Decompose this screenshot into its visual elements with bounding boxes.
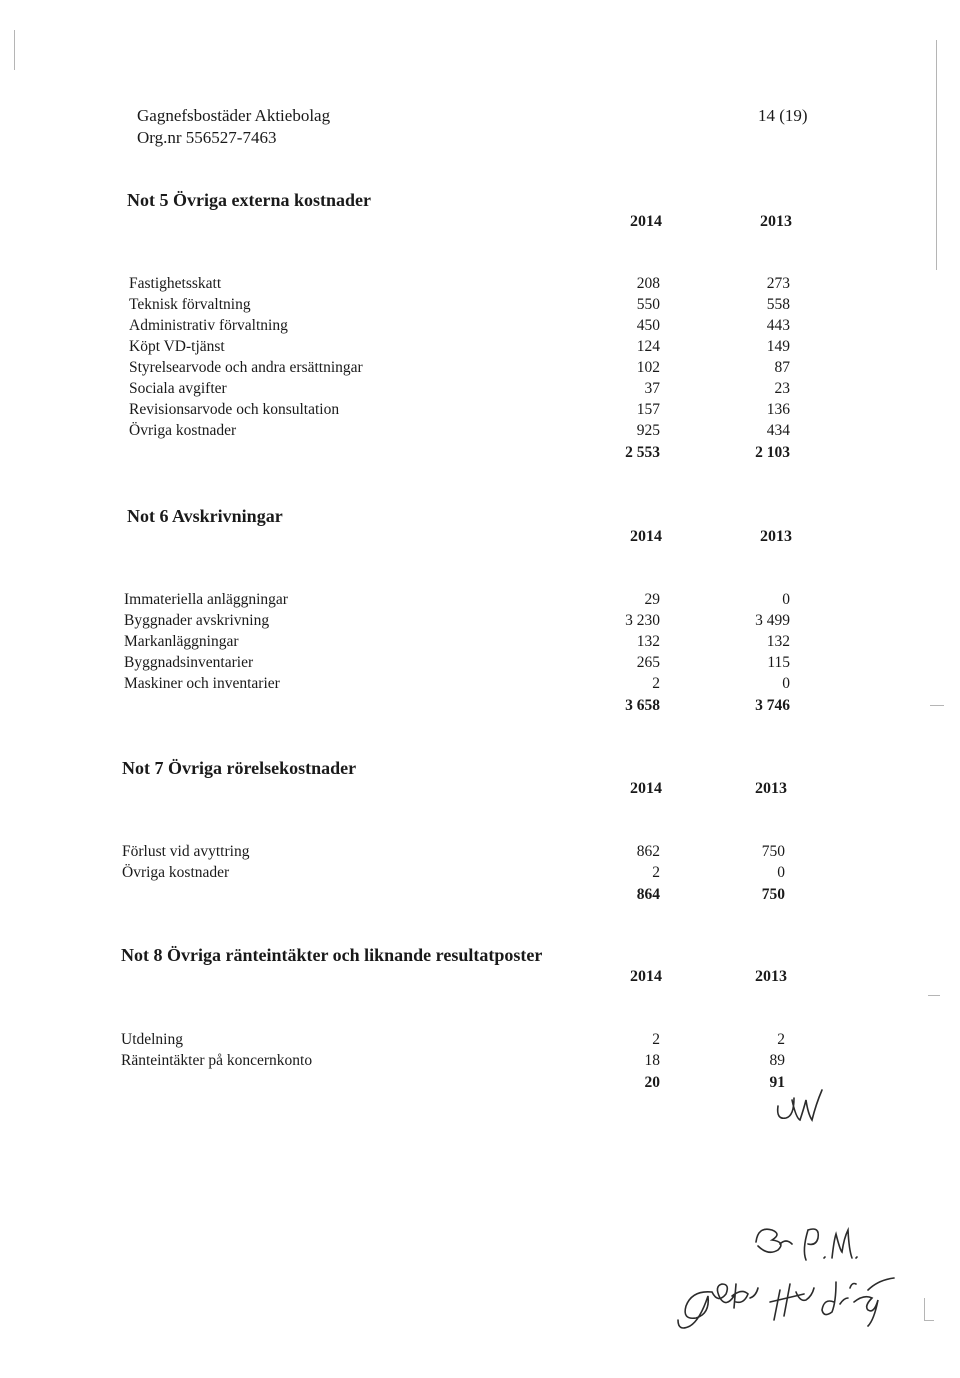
- table-row: [0, 317, 960, 338]
- total-2013: 750: [761, 886, 785, 903]
- row-label: Markanläggningar: [124, 633, 239, 650]
- value-2013: 149: [766, 338, 790, 355]
- value-2013: 136: [766, 401, 790, 418]
- year-2013-header: 2013: [755, 780, 787, 797]
- value-2014: 124: [636, 338, 660, 355]
- note-title: Not 7 Övriga rörelsekostnader: [122, 758, 357, 778]
- total-2013: 3 746: [755, 697, 790, 714]
- table-row: [0, 1052, 960, 1073]
- value-2013: 273: [766, 275, 790, 292]
- table-row: [0, 380, 960, 401]
- table-row: [0, 275, 960, 296]
- total-2013: 91: [769, 1074, 785, 1091]
- scan-edge-right: [936, 40, 937, 270]
- table-row: [0, 296, 960, 317]
- year-2014-header: 2014: [630, 528, 662, 545]
- table-row: [0, 359, 960, 380]
- table-row: [0, 675, 960, 696]
- note-title: Not 6 Avskrivningar: [127, 506, 283, 526]
- row-label: Byggnadsinventarier: [124, 654, 254, 671]
- scan-edge-bracket: [924, 1298, 925, 1320]
- table-row: [0, 1031, 960, 1052]
- value-2013: 115: [767, 654, 790, 671]
- total-row: [0, 444, 960, 465]
- value-2013: 0: [777, 864, 785, 881]
- value-2013: 0: [782, 675, 790, 692]
- handwritten-signature-initials: [752, 1218, 862, 1268]
- scan-edge-left: [14, 30, 15, 70]
- table-row: [0, 864, 960, 885]
- value-2013: 87: [774, 359, 790, 376]
- year-2014-header: 2014: [630, 780, 662, 797]
- value-2013: 443: [766, 317, 790, 334]
- value-2014: 2: [652, 864, 660, 881]
- table-row: [0, 591, 960, 612]
- table-row: [0, 612, 960, 633]
- year-2013-header: 2013: [760, 528, 792, 545]
- value-2014: 550: [636, 296, 660, 313]
- note-title: Not 5 Övriga externa kostnader: [127, 190, 371, 210]
- value-2013: 89: [769, 1052, 785, 1069]
- value-2014: 925: [636, 422, 660, 439]
- value-2014: 37: [644, 380, 660, 397]
- total-row: [0, 886, 960, 907]
- table-row: [0, 843, 960, 864]
- row-label: Köpt VD-tjänst: [129, 338, 225, 355]
- scan-edge-right-mark: [928, 995, 940, 996]
- total-2014: 2 553: [625, 444, 660, 461]
- value-2013: 558: [766, 296, 790, 313]
- table-row: [0, 422, 960, 443]
- row-label: Fastighetsskatt: [129, 275, 222, 292]
- year-2014-header: 2014: [630, 213, 662, 230]
- row-label: Byggnader avskrivning: [124, 612, 270, 629]
- value-2014: 102: [636, 359, 660, 376]
- row-label: Styrelsearvode och andra ersättningar: [129, 359, 363, 376]
- value-2014: 2: [652, 675, 660, 692]
- value-2014: 208: [636, 275, 660, 292]
- scan-edge-bracket-foot: [924, 1320, 934, 1321]
- handwritten-signatures-row: [672, 1262, 912, 1342]
- row-label: Administrativ förvaltning: [129, 317, 288, 334]
- note-title: Not 8 Övriga ränteintäkter och liknande resultatposter: [121, 945, 543, 965]
- year-2014-header: 2014: [630, 968, 662, 985]
- value-2013: 2: [777, 1031, 785, 1048]
- value-2013: 3 499: [755, 612, 790, 629]
- row-label: Övriga kostnader: [122, 864, 230, 881]
- value-2014: 3 230: [625, 612, 660, 629]
- total-2014: 3 658: [625, 697, 660, 714]
- company-name: Gagnefsbostäder Aktiebolag: [137, 106, 331, 125]
- row-label: Ränteintäkter på koncernkonto: [121, 1052, 313, 1069]
- value-2014: 157: [636, 401, 660, 418]
- value-2013: 132: [766, 633, 790, 650]
- value-2014: 29: [644, 591, 660, 608]
- value-2014: 265: [636, 654, 660, 671]
- table-row: [0, 633, 960, 654]
- value-2014: 132: [636, 633, 660, 650]
- value-2014: 18: [644, 1052, 660, 1069]
- total-2013: 2 103: [755, 444, 790, 461]
- row-label: Övriga kostnader: [129, 422, 237, 439]
- org-number: Org.nr 556527-7463: [137, 128, 277, 147]
- value-2013: 0: [782, 591, 790, 608]
- row-label: Förlust vid avyttring: [122, 843, 250, 860]
- row-label: Maskiner och inventarier: [124, 675, 280, 692]
- value-2013: 750: [761, 843, 785, 860]
- table-row: [0, 654, 960, 675]
- value-2014: 862: [636, 843, 660, 860]
- row-label: Revisionsarvode och konsultation: [129, 401, 340, 418]
- total-2014: 864: [636, 886, 660, 903]
- value-2014: 2: [652, 1031, 660, 1048]
- row-label: Immateriella anläggningar: [124, 591, 288, 608]
- total-row: [0, 697, 960, 718]
- value-2013: 434: [766, 422, 790, 439]
- value-2014: 450: [636, 317, 660, 334]
- value-2013: 23: [774, 380, 790, 397]
- total-2014: 20: [644, 1074, 660, 1091]
- table-row: [0, 401, 960, 422]
- handwritten-initial-jw: [770, 1078, 830, 1128]
- row-label: Sociala avgifter: [129, 380, 227, 397]
- row-label: Teknisk förvaltning: [129, 296, 251, 313]
- table-row: [0, 338, 960, 359]
- year-2013-header: 2013: [760, 213, 792, 230]
- year-2013-header: 2013: [755, 968, 787, 985]
- page-number: 14 (19): [758, 106, 808, 125]
- row-label: Utdelning: [121, 1031, 183, 1048]
